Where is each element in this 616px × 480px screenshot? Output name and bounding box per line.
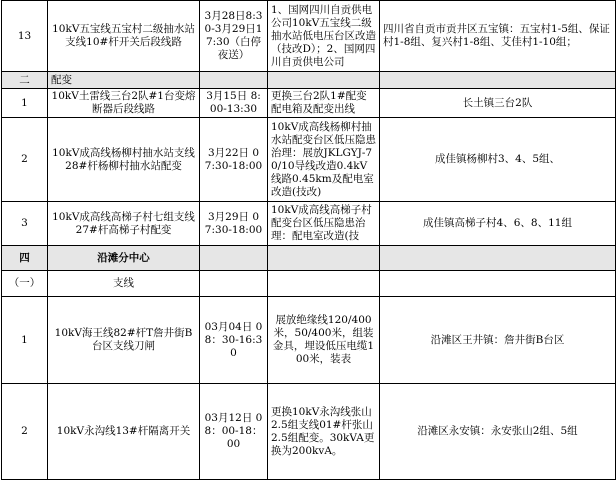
line-section: 10kV海王线82#杆T詹井街B台区支线刀闸 bbox=[48, 297, 200, 384]
work-content bbox=[268, 1, 380, 72]
table-row bbox=[2, 202, 616, 246]
table-row bbox=[2, 297, 616, 384]
section-number: 四 bbox=[2, 246, 48, 271]
section-header-row bbox=[2, 72, 616, 89]
line-section: 10kV成高线高梯子村七组支线27#杆高梯子村配变 bbox=[48, 202, 200, 246]
affected-area: 成佳镇杨柳村3、4、5组、 bbox=[380, 118, 616, 202]
table-row bbox=[2, 89, 616, 118]
work-content-text: 1、国网四川自贡供电公司10kV五宝线二级抽水站低电压台区改造（技改D）；2、国网四川自贡供电公司 bbox=[271, 3, 376, 68]
subsection-header-row bbox=[2, 271, 616, 297]
row-number: 13 bbox=[2, 1, 48, 72]
affected-area: 沿滩区永安镇：永安张山2组、5组 bbox=[380, 384, 616, 480]
table-row bbox=[2, 118, 616, 202]
row-number: 3 bbox=[2, 202, 48, 246]
outage-time: 3月22日 07:30-18:00 bbox=[200, 118, 268, 202]
row-number: 2 bbox=[2, 384, 48, 480]
table-row bbox=[2, 384, 616, 480]
subsection-number: （一） bbox=[2, 271, 48, 297]
outage-time: 03月04日 08：30-16:30 bbox=[200, 297, 268, 384]
work-content bbox=[268, 118, 380, 202]
row-number: 1 bbox=[2, 89, 48, 118]
section-number: 二 bbox=[2, 72, 48, 89]
outage-schedule-table bbox=[1, 0, 616, 480]
section-title: 配变 bbox=[48, 72, 200, 89]
affected-area: 长土镇三台2队 bbox=[380, 89, 616, 118]
work-content: 更换10kV永沟线张山2.5组支线01#杆张山2.5组配变。30kVA更换为200kvA。 bbox=[268, 384, 380, 480]
subsection-title: 支线 bbox=[48, 271, 200, 297]
affected-area: 四川省自贡市贡井区五宝镇：五宝村1-5组、保证村1-8组、复兴村1-8组、艾佳村1-10组； bbox=[380, 1, 616, 72]
line-section: 10kV成高线杨柳村抽水站支线28#杆杨柳村抽水站配变 bbox=[48, 118, 200, 202]
work-content: 更换三台2队1#配变配电箱及配变出线 bbox=[268, 89, 380, 118]
row-number: 2 bbox=[2, 118, 48, 202]
section-header-row bbox=[2, 246, 616, 271]
outage-time: 03月12日 08：00-18：00 bbox=[200, 384, 268, 480]
work-content-text: 10kV成高线杨柳村抽水站配变台区低压隐患治理：展放JKLGYJ-70/10导线改造0.4kV线路0.45km及配电室改造(技改) bbox=[271, 120, 376, 198]
affected-area: 沿滩区王井镇：詹井街B台区 bbox=[380, 297, 616, 384]
work-content-text: 10kV成高线高梯子村配变台区低压隐患治理：配电室改造(技 bbox=[271, 204, 372, 242]
outage-time: 3月15日 8:00-13:30 bbox=[200, 89, 268, 118]
section-title: 沿滩分中心 bbox=[48, 246, 200, 271]
line-section: 10kV永沟线13#杆隔离开关 bbox=[48, 384, 200, 480]
table-row bbox=[2, 1, 616, 72]
line-section: 10kV土雷线三台2队#1台变熔断器后段线路 bbox=[48, 89, 200, 118]
line-section: 10kV五宝线五宝村二级抽水站支线10#杆开关后段线路 bbox=[48, 1, 200, 72]
work-content: 展放绝缘线120/400米，50/400米，组装金具，埋设低压电缆100米，装表 bbox=[268, 297, 380, 384]
outage-time: 3月28日8:30-3月29日17:30（白停夜送） bbox=[200, 1, 268, 72]
row-number: 1 bbox=[2, 297, 48, 384]
affected-area: 成佳镇高梯子村4、6、8、11组 bbox=[380, 202, 616, 246]
work-content bbox=[268, 202, 380, 246]
outage-time: 3月29日 07:30-18:00 bbox=[200, 202, 268, 246]
